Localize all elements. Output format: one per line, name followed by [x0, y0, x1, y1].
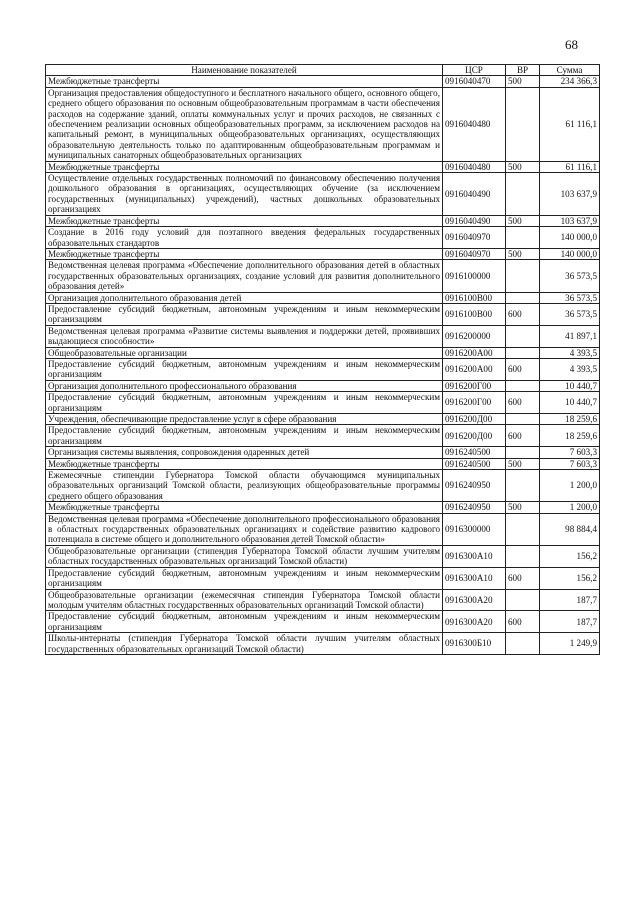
row-vr-cell: 500: [506, 76, 540, 87]
row-vr-cell: 600: [506, 567, 540, 589]
row-csr-cell: 0916200Д00: [443, 425, 506, 447]
row-vr-cell: 500: [506, 248, 540, 259]
row-sum-cell: 4 393,5: [540, 347, 600, 358]
table-row: [46, 392, 600, 414]
row-sum-cell: 1 249,9: [540, 633, 600, 655]
row-csr-cell: 0916040470: [443, 76, 506, 87]
row-name-cell: Школы-интернаты (стипендия Губернатора Томской области лучшим учителям областных государственных образовательных организаций Томской области): [46, 633, 443, 655]
row-sum-cell: 10 440,7: [540, 392, 600, 414]
row-csr-cell: 0916300Б10: [443, 633, 506, 655]
table-row: [46, 325, 600, 347]
row-name-cell: Организация предоставления общедоступного и бесплатного начального общего, основного общего, среднего общего образования по основным общеобразовательным программам в части обеспечения расходов на содержание зданий, оплаты коммунальных услуг и прочих расходов, не связанных с обеспечением реализации основных общеобразовательных программ, за исключением расходов на капитальный ремонт, в муниципальных общеобразовательных организациях, осуществляющих образовательную деятельность только по адаптированным общеобразовательным программам и муниципальных санаторных общеобразовательных организациях: [46, 87, 443, 161]
header-vr: ВР: [506, 65, 540, 76]
row-name-cell: Ежемесячные стипендии Губернатора Томской области обучающимся муниципальных образовательных организаций Томской области, реализующих общеобразовательные программы среднего общего образования: [46, 470, 443, 502]
row-sum-cell: 187,7: [540, 611, 600, 633]
row-csr-cell: 0916040490: [443, 173, 506, 216]
row-vr-cell: [506, 589, 540, 611]
table-row: [46, 545, 600, 567]
row-csr-cell: 0916300000: [443, 513, 506, 545]
row-csr-cell: 0916100В00: [443, 292, 506, 303]
row-csr-cell: 0916200000: [443, 325, 506, 347]
row-sum-cell: 36 573,5: [540, 303, 600, 325]
row-name-cell: Организация системы выявления, сопровождения одаренных детей: [46, 447, 443, 458]
table-row: [46, 380, 600, 391]
table-row: [46, 161, 600, 172]
row-vr-cell: 500: [506, 215, 540, 226]
row-name-cell: Учреждения, обеспечивающие предоставление услуг в сфере образования: [46, 414, 443, 425]
row-name-cell: Предоставление субсидий бюджетным, автономным учреждениям и иным некоммерческим организациям: [46, 303, 443, 325]
row-name-cell: Общеобразовательные организации (ежемесячная стипендия Губернатора Томской области молодым учителям областных государственных образовательных организаций Томской области): [46, 589, 443, 611]
row-name-cell: Организация дополнительного профессионального образования: [46, 380, 443, 391]
table-row: [46, 303, 600, 325]
row-vr-cell: 500: [506, 161, 540, 172]
row-vr-cell: [506, 260, 540, 292]
row-name-cell: Общеобразовательные организации (стипендия Губернатора Томской области лучшим учителям областных государственных образовательных организаций Томской области): [46, 545, 443, 567]
table-row: [46, 227, 600, 249]
row-csr-cell: 0916200А00: [443, 347, 506, 358]
row-vr-cell: 500: [506, 502, 540, 513]
row-vr-cell: [506, 513, 540, 545]
table-row: [46, 513, 600, 545]
table-header-row: [46, 65, 600, 76]
row-sum-cell: 7 603,3: [540, 458, 600, 469]
row-name-cell: Предоставление субсидий бюджетным, автономным учреждениям и иным некоммерческим организациям: [46, 392, 443, 414]
row-name-cell: Предоставление субсидий бюджетным, автономным учреждениям и иным некоммерческим организациям: [46, 567, 443, 589]
row-vr-cell: [506, 325, 540, 347]
row-vr-cell: [506, 414, 540, 425]
row-vr-cell: [506, 633, 540, 655]
table-row: [46, 589, 600, 611]
header-csr: ЦСР: [443, 65, 506, 76]
table-row: [46, 470, 600, 502]
table-row: [46, 215, 600, 226]
row-name-cell: Ведомственная целевая программа «Обеспечение дополнительного образования детей в областных государственных образовательных организациях, создание условий для развития дополнительного образования детей»: [46, 260, 443, 292]
row-sum-cell: 61 116,1: [540, 161, 600, 172]
row-name-cell: Ведомственная целевая программа «Обеспечение дополнительного профессионального образования в областных государственных образовательных организациях и содействие развитию кадрового потенциала в системе общего и дополнительного образования детей Томской области»: [46, 513, 443, 545]
table-row: [46, 347, 600, 358]
row-csr-cell: 0916040970: [443, 227, 506, 249]
row-name-cell: Ведомственная целевая программа «Развитие системы выявления и поддержки детей, проявивших выдающиеся способности»: [46, 325, 443, 347]
table-body: [46, 76, 600, 655]
table-row: [46, 248, 600, 259]
row-sum-cell: 140 000,0: [540, 248, 600, 259]
row-sum-cell: 98 884,4: [540, 513, 600, 545]
row-csr-cell: 0916200Д00: [443, 414, 506, 425]
row-csr-cell: 0916300А10: [443, 545, 506, 567]
row-vr-cell: 600: [506, 392, 540, 414]
table-row: [46, 567, 600, 589]
row-name-cell: Предоставление субсидий бюджетным, автономным учреждениям и иным некоммерческим организациям: [46, 611, 443, 633]
row-sum-cell: 156,2: [540, 567, 600, 589]
row-sum-cell: 18 259,6: [540, 425, 600, 447]
row-name-cell: Предоставление субсидий бюджетным, автономным учреждениям и иным некоммерческим организациям: [46, 358, 443, 380]
row-csr-cell: 0916040480: [443, 161, 506, 172]
row-vr-cell: [506, 447, 540, 458]
table-row: [46, 458, 600, 469]
row-vr-cell: [506, 380, 540, 391]
row-vr-cell: [506, 347, 540, 358]
table-row: [46, 502, 600, 513]
table-row: [46, 447, 600, 458]
table-row: [46, 414, 600, 425]
page-number: 68: [565, 37, 578, 52]
row-name-cell: Межбюджетные трансферты: [46, 248, 443, 259]
row-csr-cell: 0916240950: [443, 502, 506, 513]
header-sum: Сумма: [540, 65, 600, 76]
row-csr-cell: 0916240500: [443, 458, 506, 469]
table-row: [46, 358, 600, 380]
row-vr-cell: [506, 87, 540, 161]
row-vr-cell: [506, 470, 540, 502]
row-name-cell: Межбюджетные трансферты: [46, 76, 443, 87]
row-csr-cell: 0916040490: [443, 215, 506, 226]
row-csr-cell: 0916200Г00: [443, 392, 506, 414]
budget-table: [45, 64, 600, 655]
row-name-cell: Межбюджетные трансферты: [46, 458, 443, 469]
row-sum-cell: 1 200,0: [540, 470, 600, 502]
row-csr-cell: 0916240950: [443, 470, 506, 502]
row-vr-cell: [506, 292, 540, 303]
row-name-cell: Межбюджетные трансферты: [46, 502, 443, 513]
row-csr-cell: 0916200Г00: [443, 380, 506, 391]
row-sum-cell: 103 637,9: [540, 173, 600, 216]
row-sum-cell: 61 116,1: [540, 87, 600, 161]
row-csr-cell: 0916200А00: [443, 358, 506, 380]
table-row: [46, 633, 600, 655]
row-vr-cell: 600: [506, 425, 540, 447]
row-name-cell: Межбюджетные трансферты: [46, 215, 443, 226]
table-row: [46, 87, 600, 161]
table-row: [46, 173, 600, 216]
row-sum-cell: 7 603,3: [540, 447, 600, 458]
row-csr-cell: 0916100000: [443, 260, 506, 292]
row-vr-cell: [506, 545, 540, 567]
row-csr-cell: 0916040970: [443, 248, 506, 259]
row-sum-cell: 36 573,5: [540, 260, 600, 292]
table-row: [46, 611, 600, 633]
row-name-cell: Предоставление субсидий бюджетным, автономным учреждениям и иным некоммерческим организациям: [46, 425, 443, 447]
row-csr-cell: 0916100В00: [443, 303, 506, 325]
row-sum-cell: 36 573,5: [540, 292, 600, 303]
row-vr-cell: 600: [506, 611, 540, 633]
row-vr-cell: [506, 173, 540, 216]
row-vr-cell: 600: [506, 303, 540, 325]
row-sum-cell: 1 200,0: [540, 502, 600, 513]
row-vr-cell: [506, 227, 540, 249]
row-name-cell: Межбюджетные трансферты: [46, 161, 443, 172]
row-sum-cell: 140 000,0: [540, 227, 600, 249]
row-csr-cell: 0916300А10: [443, 567, 506, 589]
table-row: [46, 260, 600, 292]
table-row: [46, 425, 600, 447]
row-csr-cell: 0916240500: [443, 447, 506, 458]
row-csr-cell: 0916040480: [443, 87, 506, 161]
header-name: Наименование показателей: [46, 65, 443, 76]
table-row: [46, 292, 600, 303]
row-sum-cell: 4 393,5: [540, 358, 600, 380]
row-sum-cell: 10 440,7: [540, 380, 600, 391]
row-csr-cell: 0916300А20: [443, 589, 506, 611]
row-vr-cell: 500: [506, 458, 540, 469]
row-name-cell: Организация дополнительного образования детей: [46, 292, 443, 303]
table-row: [46, 76, 600, 87]
row-csr-cell: 0916300А20: [443, 611, 506, 633]
row-sum-cell: 234 366,3: [540, 76, 600, 87]
row-sum-cell: 187,7: [540, 589, 600, 611]
row-sum-cell: 156,2: [540, 545, 600, 567]
row-name-cell: Осуществление отдельных государственных полномочий по финансовому обеспечению получения дошкольного образования в организациях, осуществляющих обучение (за исключением государственных (муниципальных) учреждений), частных дошкольных образовательных организациях: [46, 173, 443, 216]
row-name-cell: Создание в 2016 году условий для поэтапного введения федеральных государственных образовательных стандартов: [46, 227, 443, 249]
row-sum-cell: 41 897,1: [540, 325, 600, 347]
row-name-cell: Общеобразовательные организации: [46, 347, 443, 358]
row-sum-cell: 18 259,6: [540, 414, 600, 425]
row-vr-cell: 600: [506, 358, 540, 380]
row-sum-cell: 103 637,9: [540, 215, 600, 226]
